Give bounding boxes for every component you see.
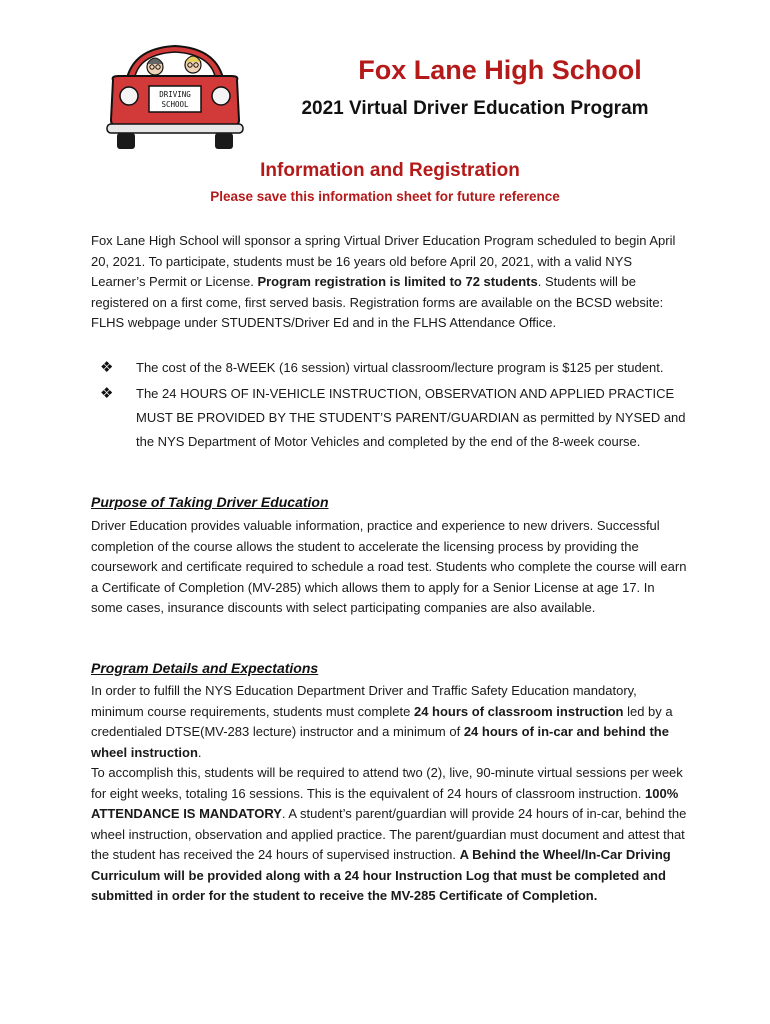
details-bold: 100% ATTENDANCE IS MANDATORY — [91, 785, 679, 821]
details-text: To accomplish this, students will be required to attend two (2), live, 90-minute virtual sessions per week for eight weeks, totaling 16 sessions. This is the equivalent of 24 hours of classroom instruction. — [91, 765, 683, 801]
details-bold: A Behind the Wheel/In-Car Driving Curriculum will be provided along with a 24 hour Instruction Log that must be completed and submitted in order for the student to receive the MV-285 Certificate of Completion. — [91, 847, 671, 903]
driving-school-car-illustration — [105, 40, 245, 155]
details-text: . A student’s parent/guardian will provide 24 hours of in-car, behind the wheel instruction, observation and applied practice. The parent/guardian must document and attest that the student has received the 24 hours of supervised instruction. — [91, 806, 687, 862]
information-registration-heading: Information and Registration — [260, 160, 520, 181]
intro-bold-limit: Program registration is limited to 72 students — [257, 274, 538, 289]
bullet-list — [100, 356, 690, 456]
details-bold: 24 hours of in-car and behind the wheel instruction — [91, 724, 669, 760]
details-paragraph — [91, 681, 687, 907]
school-name-heading: Fox Lane High School — [358, 55, 642, 85]
diamond-bullet-icon: ❖ — [100, 385, 114, 402]
car-sign-line-2: SCHOOL — [161, 100, 189, 109]
purpose-section-title: Purpose of Taking Driver Education — [91, 494, 329, 510]
bullet-text: The 24 HOURS OF IN-VEHICLE INSTRUCTION, OBSERVATION AND APPLIED PRACTICE MUST BE PROVIDED BY THE STUDENT’S PARENT/GUARDIAN as permitted by NYSED and the NYS Department of Motor Vehicles and completed by the end of the 8-week course. — [136, 386, 686, 449]
details-text: In order to fulfill the NYS Education Department Driver and Traffic Safety Education mandatory, minimum course requirements, students must complete — [91, 683, 637, 719]
diamond-bullet-icon: ❖ — [100, 359, 114, 376]
bullet-item — [100, 356, 690, 380]
intro-text-1: Fox Lane High School will sponsor a spring Virtual Driver Education Program scheduled to begin April 20, 2021. To participate, students must be 16 years old before April 20, 2021, with a valid NYS Learner’s Permit or License. — [91, 233, 676, 289]
purpose-paragraph: Driver Education provides valuable information, practice and experience to new drivers. Successful completion of the course allows the student to accelerate the licensing process by providing the coursework and certificate required to schedule a road test. Students who complete the course will earn a Certificate of Completion (MV-285) which allows them to apply for a Senior License at age 17. In some cases, insurance discounts with select participating companies are also available. — [91, 518, 687, 615]
details-text: . — [197, 744, 202, 760]
program-title-heading: 2021 Virtual Driver Education Program — [301, 98, 649, 119]
details-text: led by a credentialed DTSE(MV-283 lecture) instructor and a minimum of — [91, 703, 673, 739]
bullet-text: The cost of the 8-WEEK (16 session) virtual classroom/lecture program is $125 per student. — [136, 360, 664, 375]
bullet-item — [100, 382, 690, 454]
details-section-title: Program Details and Expectations — [91, 660, 319, 676]
details-bold: 24 hours of classroom instruction — [413, 703, 624, 719]
intro-text-2: . Students will be registered on a first come, first served basis. Registration forms are available on the BCSD website: FLHS webpage under STUDENTS/Driver Ed and in the FLHS Attendance Office. — [91, 274, 664, 330]
car-sign-line-1: DRIVING — [159, 90, 191, 99]
save-notice: Please save this information sheet for future reference — [210, 189, 560, 204]
intro-paragraph — [91, 231, 687, 334]
